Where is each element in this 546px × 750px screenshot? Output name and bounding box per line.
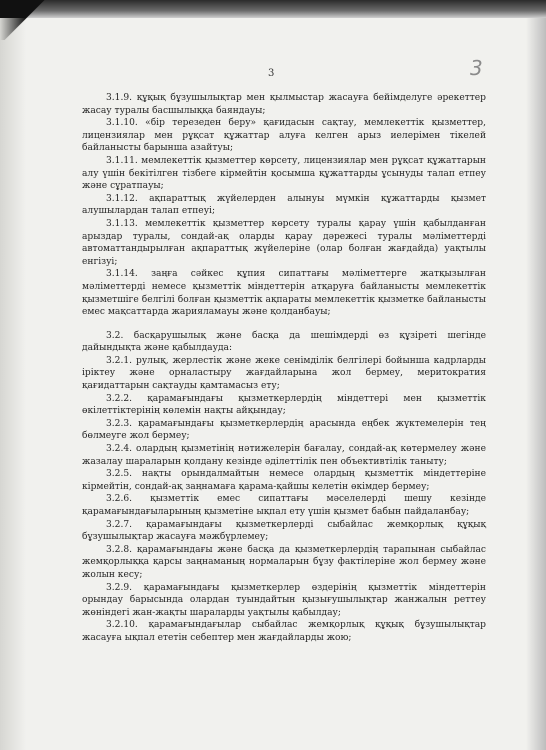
- paragraph-3-2-3: 3.2.3. қарамағындағы қызметкерлердің арасында еңбек жүктемелерін тең бөлмеуге жол бермеу;: [82, 418, 486, 442]
- paragraph-3-2-10: 3.2.10. қарамағындағылар сыбайлас жемқорлық құқық бұзушылықтар жасауға ықпал ететін себептер мен жағдайларды жою;: [82, 620, 486, 643]
- paragraph-3-2-1: 3.2.1. рулық, жерлестік және жеке сенімділік белгілері бойынша кадрларды іріктеу және орналастыру жағдайларына жол бермеу, меритократия қағидаттарын сақтауды қамтамасыз ету;: [82, 355, 486, 392]
- paragraph-3-2-7: 3.2.7. қарамағындағы қызметкерлерді сыбайлас жемқорлық құқық бұзушылықтар жасауға мәжбүрлемеу;: [82, 519, 486, 543]
- paragraph-3-2-2: 3.2.2. қарамағындағы қызметкерлердің міндеттері мен қызметтік өкілеттіктерінің көлемін нақты айқындау;: [82, 393, 486, 417]
- paragraph-3-2: 3.2. басқарушылық және басқа да шешімдерді өз құзіреті шегінде дайындықта және қабылдауда:: [82, 330, 486, 354]
- paragraph-3-1-11: 3.1.11. мемлекеттік қызметтер көрсету, лицензиялар мен рұқсат құжаттарын алу үшін бекітілген тізбеге кірмейтін қосымша құжаттарды ұсынуды талап етпеу және сұратпауы;: [82, 155, 486, 192]
- page-number: 3: [268, 68, 275, 79]
- paragraph-3-1-9: 3.1.9. құқық бұзушылықтар мен қылмыстар жасауға бейімделуге әрекеттер жасау туралы басшылыққа баяндауы;: [82, 93, 486, 116]
- handwritten-page-number: 3: [470, 56, 483, 80]
- section-gap: [82, 319, 486, 330]
- paragraph-3-1-10: 3.1.10. «бір терезеден беру» қағидасын сақтау, мемлекеттік қызметтер, лицензиялар мен рұқсат құжаттар алуға келген арыз иелерімен тікелей байланысты барынша азайтуы;: [82, 118, 486, 154]
- paragraph-3-1-14: 3.1.14. заңға сәйкес құпия сипаттағы мәліметтерге жатқызылған мәліметтерді немесе қызметтік міндеттерін атқаруға байланысты мемлекеттік қызметшіге белгілі болған қызметтік ақпараты мемлекеттік қызметке байланысты емес мақсаттарда жарияламауы және қолданбауы;: [82, 269, 486, 318]
- scan-top-shadow: [0, 0, 546, 18]
- paragraph-3-1-13: 3.1.13. мемлекеттік қызметтер көрсету туралы қарау үшін қабылданған арыздар туралы, сондай-ақ оларды қарау дәрежесі туралы мәліметтерді автоматтандырылған ақпараттық жүйелеріне (олар болған жағдайда) уақтылы енгізуі;: [82, 218, 486, 267]
- paragraph-3-1-12: 3.1.12. ақпараттық жүйелерден алынуы мүмкін құжаттарды қызмет алушылардан талап етпеуі;: [82, 193, 486, 217]
- paragraph-3-2-6: 3.2.6. қызметтік емес сипаттағы мәселелерді шешу кезінде қарамағындағыларының қызметіне ықпал ету үшін қызмет бабын пайдаланбау;: [82, 494, 486, 517]
- paragraph-3-2-5: 3.2.5. нақты орындалмайтын немесе олардың қызметтік міндеттеріне кірмейтін, сондай-ақ заңнамаға қарама-қайшы келетін өкімдер бермеу;: [82, 469, 486, 492]
- document-body: [82, 92, 486, 645]
- scan-right-edge: [526, 18, 546, 750]
- paragraph-3-2-8: 3.2.8. қарамағындағы және басқа да қызметкерлердің тарапынан сыбайлас жемқорлыққа қарсы заңнаманың нормаларын бұзу фактілеріне жол бермеу және жолын кесу;: [82, 544, 486, 580]
- paragraph-3-2-4: 3.2.4. олардың қызметінің нәтижелерін бағалау, сондай-ақ көтермелеу және жазалау шараларын қолдану кезінде әділеттілік пен объективтілік таныту;: [82, 444, 486, 467]
- scan-left-edge: [0, 18, 26, 750]
- paragraph-3-2-9: 3.2.9. қарамағындағы қызметкерлер өздерінің қызметтік міндеттерін орындау барысында олардан туындайтын қызығушылықтар жанжалын реттеу жөніндегі жан-жақты шараларды уақтылы қабылдау;: [82, 582, 486, 618]
